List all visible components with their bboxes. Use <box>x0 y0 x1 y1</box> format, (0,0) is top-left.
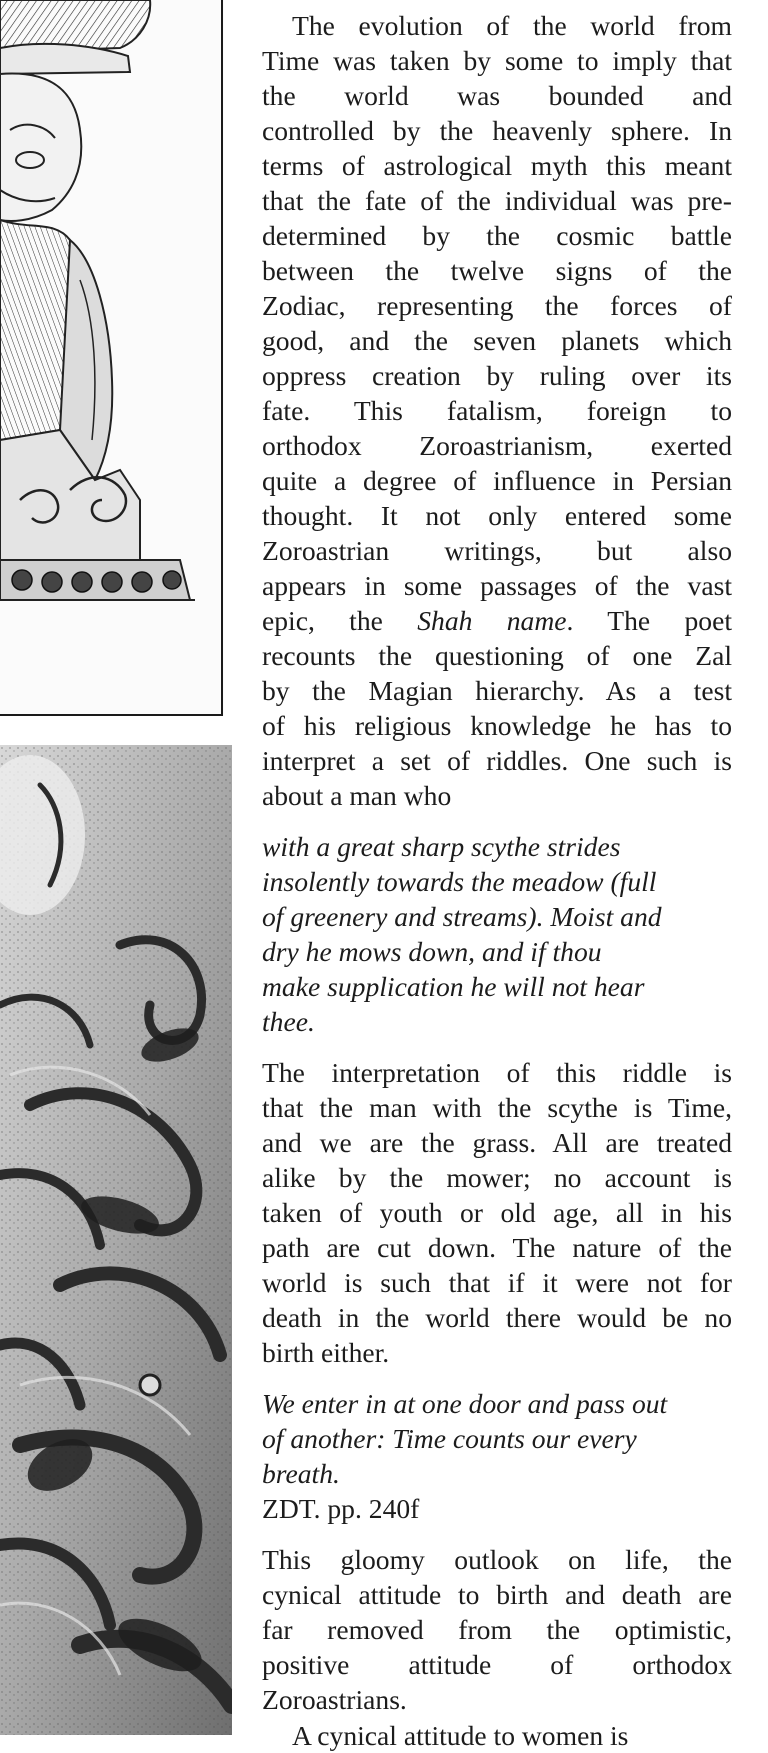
paragraph-line: that the fate of the individual was pre- <box>262 185 732 216</box>
paragraph-line-with-title <box>262 603 732 638</box>
paragraph-line: The interpretation of this riddle is <box>262 1057 732 1088</box>
paragraph-line: far removed from the optimistic, <box>262 1614 732 1645</box>
paragraph-line: about a man who <box>262 780 452 811</box>
quote-line: dry he mows down, and if thou <box>262 936 602 967</box>
text-run: . The poet <box>566 605 732 636</box>
statuette-illustration <box>0 0 224 716</box>
paragraph-line: The evolution of the world from <box>292 10 732 41</box>
paragraph-line: the world was bounded and <box>262 80 732 111</box>
paragraph-line: oppress creation by ruling over its <box>262 360 732 391</box>
paragraph-line: good, and the seven planets which <box>262 325 732 356</box>
paragraph-line: death in the world there would be no <box>262 1302 732 1333</box>
relief-photograph <box>0 745 232 1735</box>
paragraph-line: and we are the grass. All are treated <box>262 1127 732 1158</box>
paragraph-line: recounts the questioning of one Zal <box>262 640 732 671</box>
text-run: epic, the <box>262 605 418 636</box>
quote-line: make supplication he will not hear <box>262 971 645 1002</box>
quote-line: of greenery and streams). Moist and <box>262 901 662 932</box>
paragraph-line: thought. It not only entered some <box>262 500 732 531</box>
citation: ZDT. pp. 240f <box>262 1493 420 1524</box>
paragraph-line: birth either. <box>262 1337 390 1368</box>
paragraph-line: positive attitude of orthodox <box>262 1649 732 1680</box>
relief-image <box>0 745 232 1735</box>
paragraph-line: Zoroastrians. <box>262 1684 407 1715</box>
quote-line: with a great sharp scythe strides <box>262 831 621 862</box>
paragraph-line: orthodox Zoroastrianism, exerted <box>262 430 732 461</box>
paragraph-line: This gloomy outlook on life, the <box>262 1544 732 1575</box>
cropped-bottom-line: A cynical attitude to women is <box>292 1720 629 1751</box>
paragraph-line: interpret a set of riddles. One such is <box>262 745 732 776</box>
figure-frame-bottom <box>0 714 223 716</box>
paragraph-line: Zoroastrian writings, but also <box>262 535 732 566</box>
statuette-drawing <box>0 0 224 716</box>
paragraph-line: cynical attitude to birth and death are <box>262 1579 732 1610</box>
book-title: Shah name <box>417 605 567 636</box>
paragraph-line: taken of youth or old age, all in his <box>262 1197 732 1228</box>
paragraph-line: fate. This fatalism, foreign to <box>262 395 732 426</box>
quote-line: We enter in at one door and pass out <box>262 1388 668 1419</box>
paragraph-line: controlled by the heavenly sphere. In <box>262 115 732 146</box>
paragraph-line: Zodiac, representing the forces of <box>262 290 732 321</box>
paragraph-line: between the twelve signs of the <box>262 255 732 286</box>
quote-line: of another: Time counts our every <box>262 1423 637 1454</box>
paragraph-line: determined by the cosmic battle <box>262 220 732 251</box>
paragraph-line: alike by the mower; no account is <box>262 1162 732 1193</box>
paragraph-line: world is such that if it were not for <box>262 1267 732 1298</box>
quote-line: thee. <box>262 1006 315 1037</box>
paragraph-line: terms of astrological myth this meant <box>262 150 732 181</box>
paragraph-line: of his religious knowledge he has to <box>262 710 732 741</box>
quote-line: insolently towards the meadow (full <box>262 866 657 897</box>
figure-frame-right <box>221 0 223 716</box>
paragraph-line: that the man with the scythe is Time, <box>262 1092 732 1123</box>
paragraph-line: appears in some passages of the vast <box>262 570 732 601</box>
paragraph-line: Time was taken by some to imply that <box>262 45 732 76</box>
paragraph-line: path are cut down. The nature of the <box>262 1232 732 1263</box>
body-text-column <box>262 0 732 1751</box>
paragraph-line: quite a degree of influence in Persian <box>262 465 732 496</box>
cropped-top-line <box>262 0 732 5</box>
paragraph-line: by the Magian hierarchy. As a test <box>262 675 732 706</box>
quote-line: breath. <box>262 1458 340 1489</box>
